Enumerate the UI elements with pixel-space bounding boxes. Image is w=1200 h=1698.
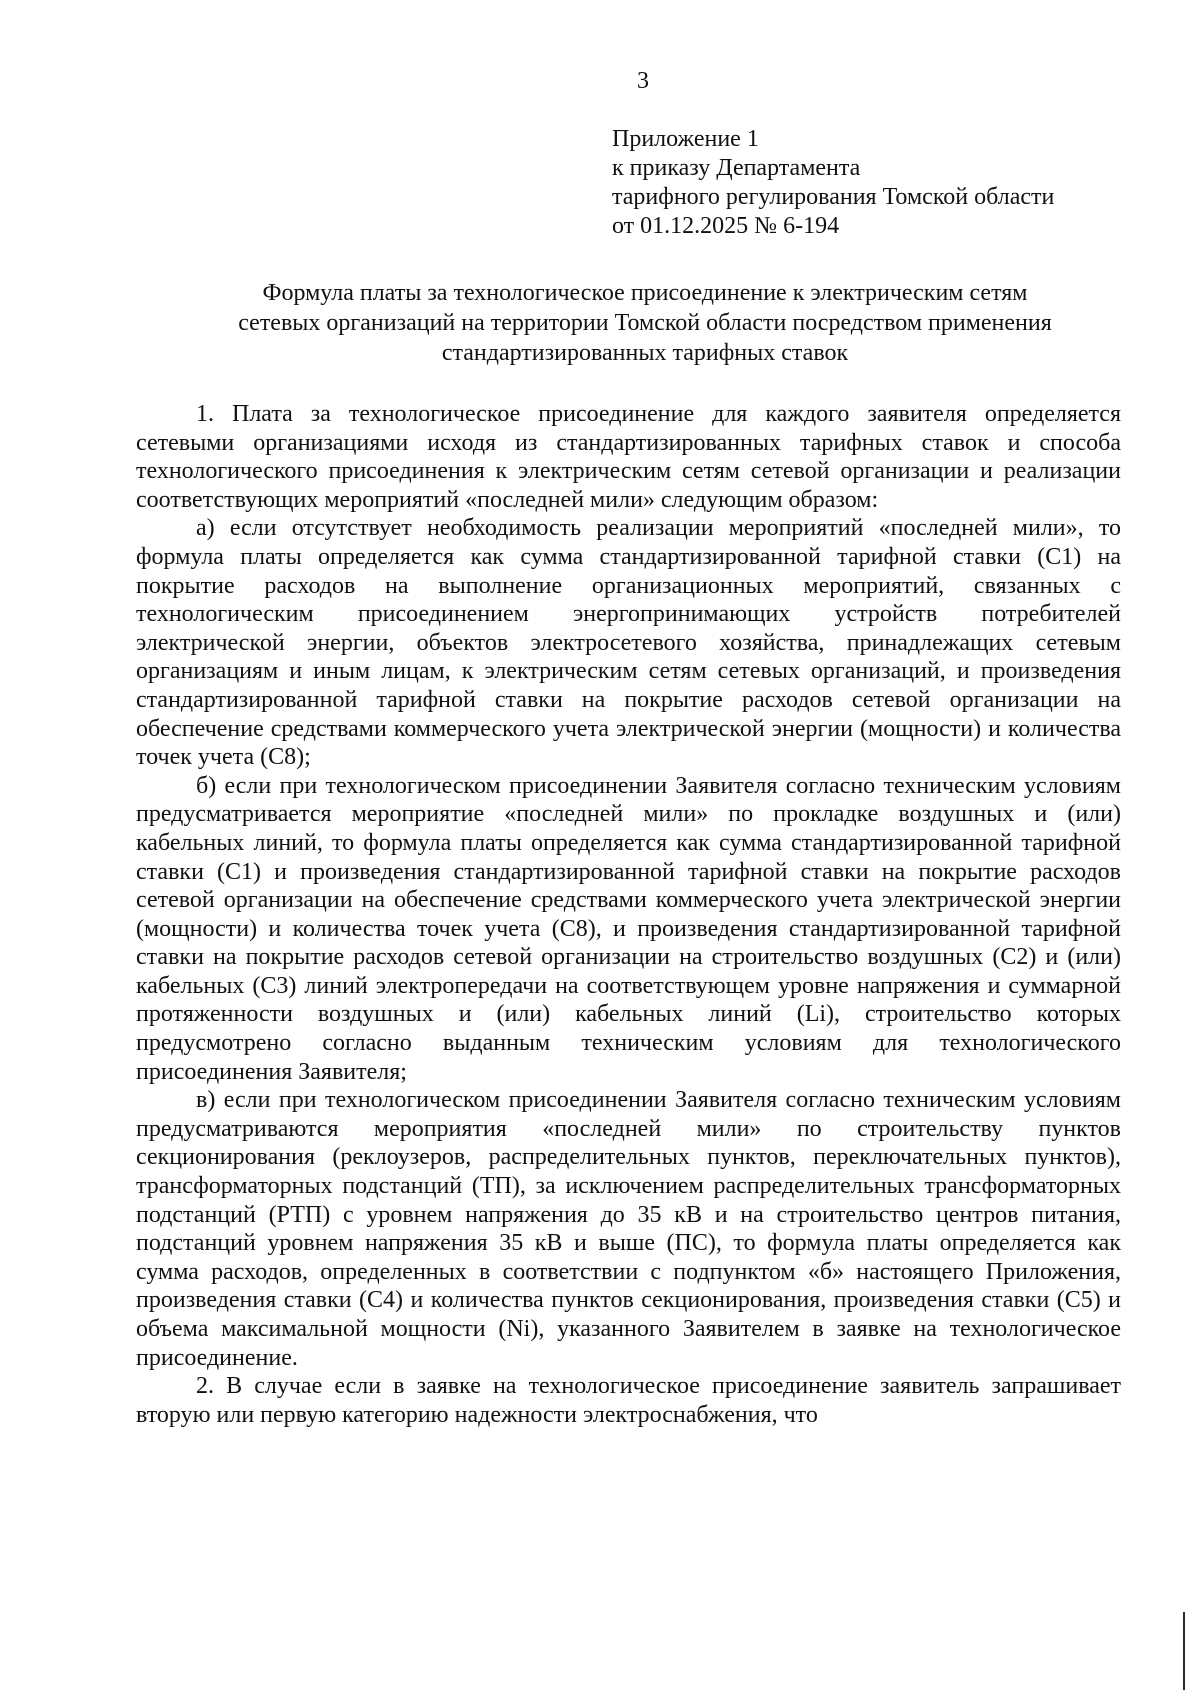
paragraph-1v: в) если при технологическом присоединении Заявителя согласно техническим условиям предусматриваются мероприятия «последней мили» по строительству пунктов секционирования (реклоузеров, распределительных пунктов, переключательных пунктов), трансформаторных подстанций (ТП), за исключением распределительных трансформаторных подстанций (РТП) с уровнем напряжения до 35 кВ и на строительство центров питания, подстанций уровнем напряжения 35 кВ и выше (ПС), то формула платы определяется как сумма расходов, определенных в соответствии с подпунктом «б» настоящего Приложения, произведения ставки (C4) и количества пунктов секционирования, произведения ставки (C5) и объема максимальной мощности (Ni), указанного Заявителем в заявке на технологическое присоединение. [136,1087,1121,1371]
paragraph-1b: б) если при технологическом присоединении Заявителя согласно техническим условиям предусматривается мероприятие «последней мили» по прокладке воздушных и (или) кабельных линий, то формула платы определяется как сумма стандартизированной тарифной ставки (C1) и произведения стандартизированной тарифной ставки на покрытие расходов сетевой организации на обеспечение средствами коммерческого учета электрической энергии (мощности) и количества точек учета (C8), и произведения стандартизированной тарифной ставки на покрытие расходов сетевой организации на строительство воздушных (C2) и (или) кабельных (C3) линий электропередачи на соответствующем уровне напряжения и суммарной протяженности воздушных и (или) кабельных линий (Li), строительство которых предусмотрено согласно выданным техническим условиям для технологического присоединения Заявителя; [136,772,1121,1085]
appendix-line: от 01.12.2025 № 6-194 [612,213,840,239]
appendix-line: к приказу Департамента [612,155,861,181]
appendix-line: Приложение 1 [612,126,759,152]
document-title [185,278,1105,368]
title-line: Формула платы за технологическое присоединение к электрическим сетям [262,280,1028,306]
title-line: сетевых организаций на территории Томской области посредством применения [238,310,1052,336]
title-line: стандартизированных тарифных ставок [441,340,849,366]
paragraph-2: 2. В случае если в заявке на технологическое присоединение заявитель запрашивает вторую или первую категорию надежности электроснабжения, что [136,1373,1121,1428]
document-body [136,400,1121,1429]
page-number: 3 [637,68,649,94]
scan-margin-line [1183,1612,1185,1690]
appendix-line: тарифного регулирования Томской области [612,184,1055,210]
paragraph-1a: а) если отсутствует необходимость реализации мероприятий «последней мили», то формула платы определяется как сумма стандартизированной тарифной ставки (C1) на покрытие расходов на выполнение организационных мероприятий, связанных с технологическим присоединением энергопринимающих устройств потребителей электрической энергии, объектов электросетевого хозяйства, принадлежащих сетевым организациям и иным лицам, к электрическим сетям сетевых организаций, и произведения стандартизированной тарифной ставки на покрытие расходов сетевой организации на обеспечение средствами коммерческого учета электрической энергии (мощности) и количества точек учета (C8); [136,515,1121,771]
appendix-header [612,125,1054,241]
paragraph-1: 1. Плата за технологическое присоединение для каждого заявителя определяется сетевыми организациями исходя из стандартизированных тарифных ставок и способа технологического присоединения к электрическим сетям сетевой организации и реализации соответствующих мероприятий «последней мили» следующим образом: [136,401,1121,513]
